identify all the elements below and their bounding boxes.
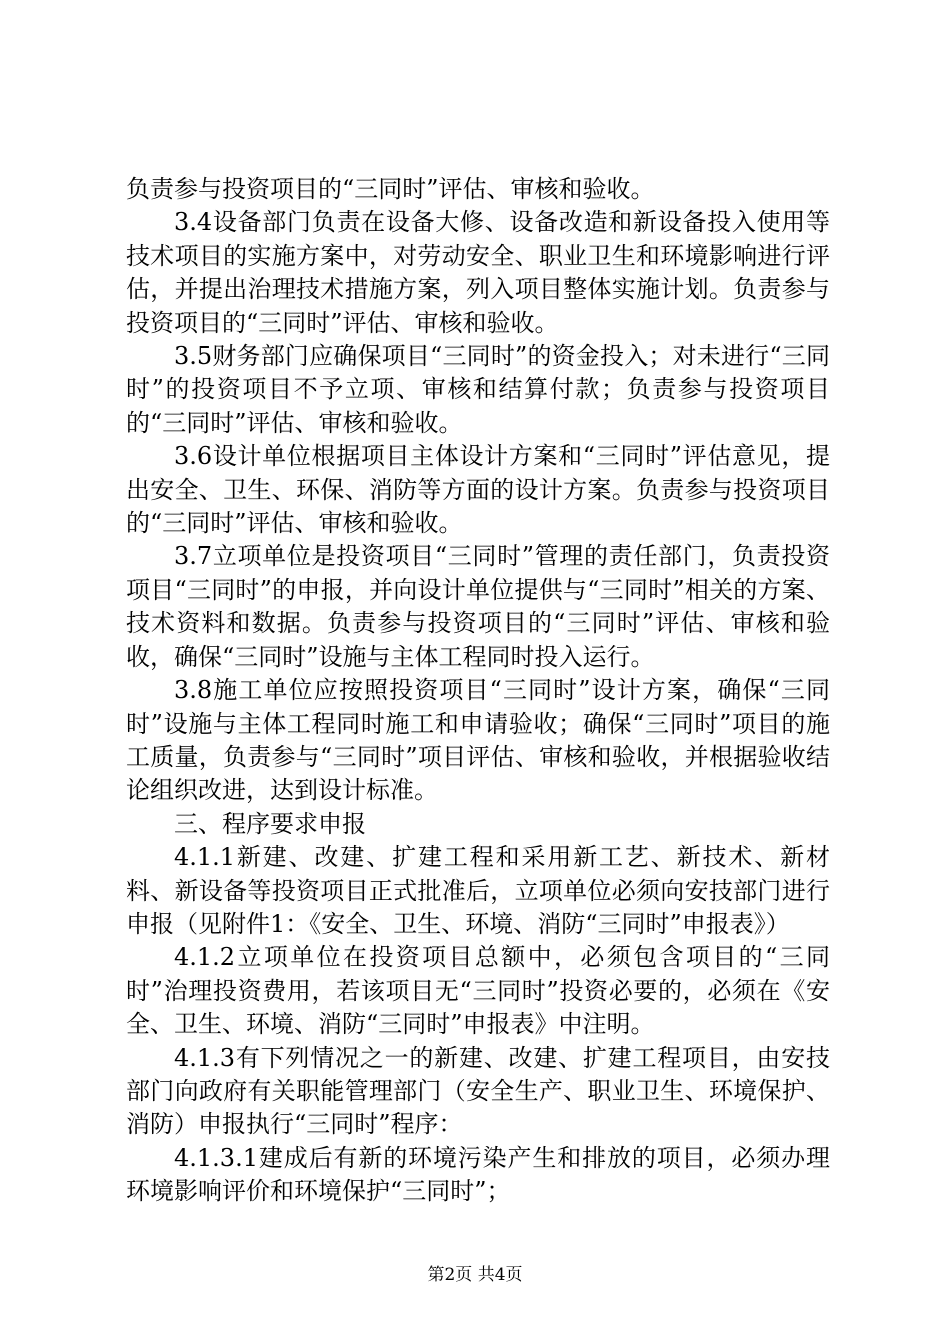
document-body xyxy=(126,173,830,1209)
paragraph-continuation: 负责参与投资项目的“三同时”评估、审核和验收。 xyxy=(126,175,655,203)
paragraph-4-1-1: 4.1.1新建、改建、扩建工程和采用新工艺、新技术、新材料、新设备等投资项目正式批准后，立项单位必须向安技部门进行申报（见附件1：《安全、卫生、环境、消防“三同时”申报表》） xyxy=(126,843,830,938)
paragraph-3-7: 3.7立项单位是投资项目“三同时”管理的责任部门，负责投资项目“三同时”的申报，并向设计单位提供与“三同时”相关的方案、技术资料和数据。负责参与投资项目的“三同时”评估、审核和验收，确保“三同时”设施与主体工程同时投入运行。 xyxy=(126,542,830,671)
paragraph-3-6: 3.6设计单位根据项目主体设计方案和“三同时”评估意见，提出安全、卫生、环保、消防等方面的设计方案。负责参与投资项目的“三同时”评估、审核和验收。 xyxy=(126,442,830,538)
paragraph-3-5: 3.5财务部门应确保项目“三同时”的资金投入；对未进行“三同时”的投资项目不予立项、审核和结算付款；负责参与投资项目的“三同时”评估、审核和验收。 xyxy=(126,342,830,437)
paragraph-3-4: 3.4设备部门负责在设备大修、设备改造和新设备投入使用等技术项目的实施方案中，对劳动安全、职业卫生和环境影响进行评估，并提出治理技术措施方案，列入项目整体实施计划。负责参与投资项目的“三同时”评估、审核和验收。 xyxy=(126,208,830,337)
page-footer: 第2页 共4页 xyxy=(427,1265,523,1285)
paragraph-4-1-2: 4.1.2立项单位在投资项目总额中，必须包含项目的“三同时”治理投资费用，若该项目无“三同时”投资必要的，必须在《安全、卫生、环境、消防“三同时”申报表》中注明。 xyxy=(126,943,830,1039)
paragraph-3-8: 3.8施工单位应按照投资项目“三同时”设计方案，确保“三同时”设施与主体工程同时施工和申请验收；确保“三同时”项目的施工质量，负责参与“三同时”项目评估、审核和验收，并根据验收结论组织改进，达到设计标准。 xyxy=(126,676,830,805)
paragraph-4-1-3: 4.1.3有下列情况之一的新建、改建、扩建工程项目，由安技部门向政府有关职能管理部门（安全生产、职业卫生、环境保护、消防）申报执行“三同时”程序： xyxy=(126,1043,830,1139)
paragraph-4-1-3-1: 4.1.3.1建成后有新的环境污染产生和排放的项目，必须办理环境影响评价和环境保护“三同时”； xyxy=(126,1143,830,1206)
section-heading: 三、程序要求申报 xyxy=(174,809,366,838)
